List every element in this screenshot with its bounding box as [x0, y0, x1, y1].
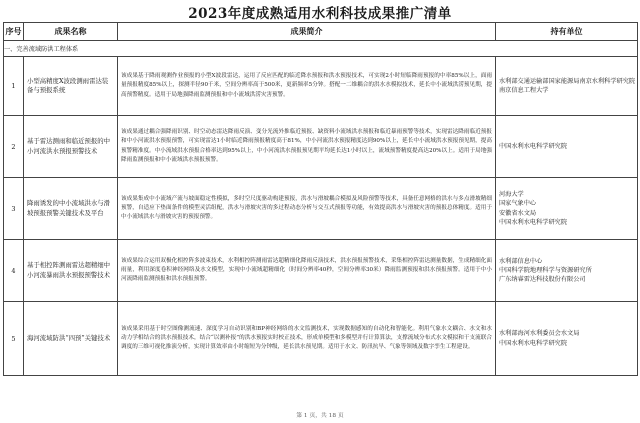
- achievement-table: [3, 22, 638, 376]
- achievement-intro: 该成果基于降雨观测作业预报的小型X波段雷达，运用了反应匹配的临近降水预报和洪水预报技术，可实现2小时短临降雨预报的中率85%以上，面雨量预报精度85%以上，探测半径90千米，空间分辨率高于500米，更新频率5分钟。搭配一二维耦合的洪水水模拟技术，延长中小流域洪涝预见期，提高预警精度。适用于局地强降雨监测预报和中小流域洪涝灾害预警。: [118, 57, 496, 116]
- holder-unit: 中国水利水电科学研究院: [499, 142, 568, 150]
- holder-units: [496, 116, 638, 178]
- holder-unit: 中国水利水电科学研究院: [499, 339, 568, 347]
- row-no: 4: [4, 240, 24, 302]
- achievement-name: 小型高精度X波段测雨雷达装备与预报系统: [24, 57, 118, 116]
- row-no: 1: [4, 57, 24, 116]
- table-row: [4, 178, 638, 240]
- row-no: 5: [4, 302, 24, 376]
- page-number: 第 1 页，共 18 页: [296, 413, 344, 419]
- holder-unit: 水利部海河水利委员会水文局: [499, 330, 580, 338]
- holder-units: [496, 57, 638, 116]
- document-title: 2023年度成熟适用水利科技成果推广清单: [188, 6, 452, 22]
- holder-unit: 安徽省水文局: [499, 209, 537, 217]
- header-no: 序号: [4, 23, 24, 41]
- header-intro: 成果简介: [118, 23, 496, 41]
- holder-unit: 水利部交通运输部国家能源局南京水利科学研究院: [499, 77, 636, 85]
- holder-unit: 广东纳睿雷达科技股份有限公司: [499, 276, 586, 284]
- holder-units: [496, 178, 638, 240]
- achievement-intro: 该成果采用基于时空图像测流速、深度学习自动识别和BP神经网络的水文监测技术，实现数据感知的自动化和智能化。利用气象水文耦合、水文和水动力学相结合的洪水预报技术，结合“以测补报”的洪水预报实时校正技术，形成单模型和多模型并行计算算法，支撑流域分布式水文模拟和干支流联合调度的三维可视化推演分析，实现计算效率由小时缩短为分钟级，延长洪水预见期。适用于水文、防汛抗旱、气象等领域及数字孪生工程建设。: [118, 302, 496, 376]
- holder-unit: 中国科学院地理科学与资源研究所: [499, 266, 592, 274]
- table-row: [4, 240, 638, 302]
- table-header-row: [4, 23, 638, 41]
- holder-units: [496, 302, 638, 376]
- holder-units: [496, 240, 638, 302]
- table-row: [4, 57, 638, 116]
- header-units: 持有单位: [496, 23, 638, 41]
- holder-unit: 河海大学: [499, 190, 524, 198]
- header-name: 成果名称: [24, 23, 118, 41]
- achievement-name: 基于相控阵测雨雷达超精细中小河流暴雨洪水预报预警技术: [24, 240, 118, 302]
- holder-unit: 中国水利水电科学研究院: [499, 218, 568, 226]
- section-title: 一、完善流域防洪工程体系: [4, 41, 638, 57]
- row-no: 2: [4, 116, 24, 178]
- achievement-intro: 该成果集成中小流域产流与坡面稳定性模拟，多时空尺度驱动构建预报，洪水与滑坡耦合模拟及风险预警等技术，具备任意网格的洪水与多点滑坡精细预警，自适应下垫面条件的模型灵活组配，洪水与滑坡灾害的多过程动态分析与交互式预报等功能，有效提高洪水与滑坡灾害的预报总体精度。适用于中小流域洪水与滑坡灾害的预报预警。: [118, 178, 496, 240]
- achievement-intro: 该成果通过耦合强降雨识别、时空动态雷达降雨反演、变分光流外推临近预报、缺资料小流域洪水预报和临近暴雨预警等技术，实现雷达降雨临近预报和中小河流洪水预报预警，可实现雷达1小时临近降雨预报精度高于81%，中小河流洪水预报精度达到90%以上，延长中小流域洪水预报预见期，提高预警精准度。中小流域洪水预报合格率达到95%以上，中小河流洪水预报预见期平均延长达1小时以上，流域预警精度提高达20%以上。适用于局地强降雨监测预报和中小流域洪水预报预警。: [118, 116, 496, 178]
- achievement-intro: 该成果综合运用双极化相控阵多波束技术，水利相控阵测雨雷达超精细化降雨反演技术，洪水预报预警技术，采集相控阵雷达测量数据，生成精细化面雨量，利用深度卷积神经网络及水文模型，实现中小流域超精细化（时间分辨率40秒，空间分辨率30米）降雨监测预报和洪水预报预警。适用于中小河流降雨监测预报和洪水预报预警。: [118, 240, 496, 302]
- achievement-name: 海河流域防洪“四预”关键技术: [24, 302, 118, 376]
- achievement-name: 降雨诱发的中小流域洪水与滑坡预报预警关键技术及平台: [24, 178, 118, 240]
- table-row: [4, 302, 638, 376]
- holder-unit: 南京信息工程大学: [499, 87, 549, 94]
- holder-unit: 国家气象中心: [499, 200, 537, 208]
- section-row: [4, 41, 638, 57]
- row-no: 3: [4, 178, 24, 240]
- achievement-name: 基于雷达测雨和临近预报的中小河流洪水预报预警技术: [24, 116, 118, 178]
- table-row: [4, 116, 638, 178]
- holder-unit: 水利部信息中心: [499, 257, 543, 265]
